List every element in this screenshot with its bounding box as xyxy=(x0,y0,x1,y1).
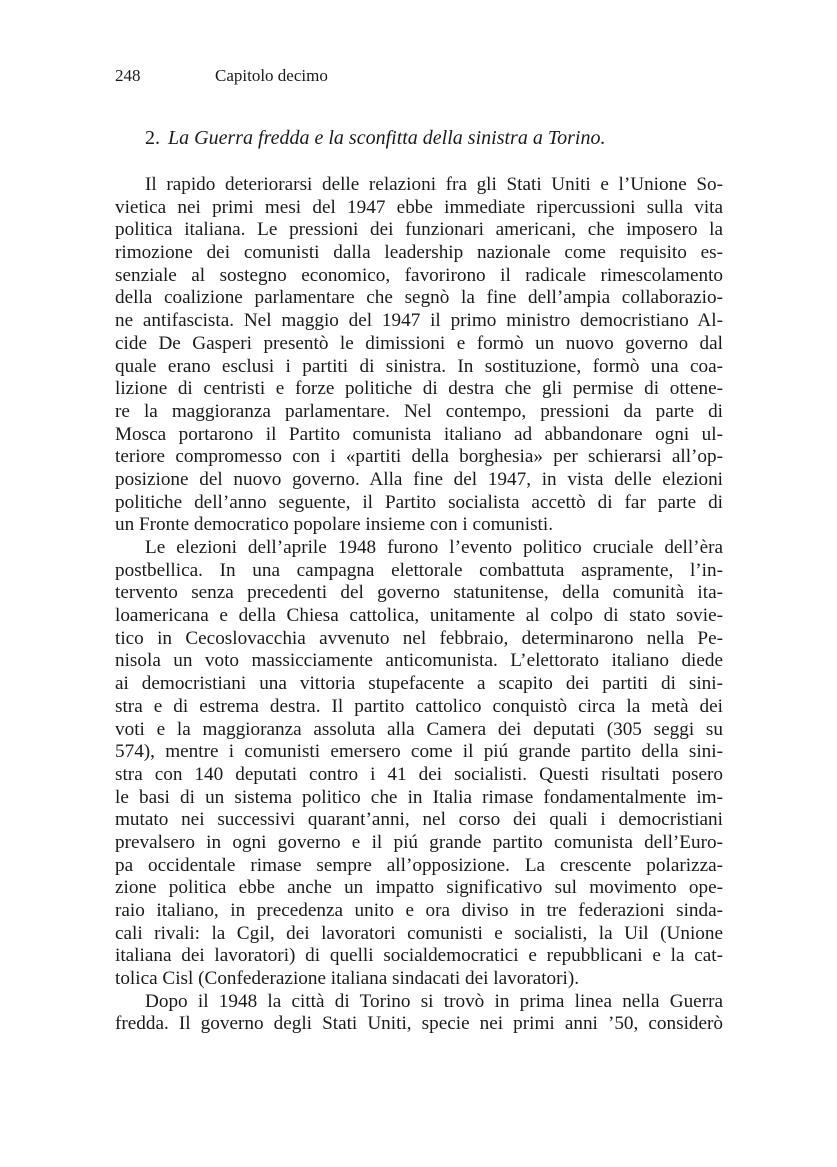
text-line: lizione di centristi e forze politiche di destra che gli permise di ottene- xyxy=(115,378,723,400)
text-line: stra e di estrema destra. Il partito cattolico conquistò circa la metà dei xyxy=(115,695,723,717)
text-line: nisola un voto massicciamente anticomunista. L’elettorato italiano diede xyxy=(115,650,723,672)
text-line: stra con 140 deputati contro i 41 dei socialisti. Questi risultati posero xyxy=(115,763,723,785)
text-line: voti e la maggioranza assoluta alla Camera dei deputati (305 seggi su xyxy=(115,718,723,740)
text-line: teriore compromesso con i «partiti della borghesia» per schierarsi all’op- xyxy=(115,446,723,468)
text-line: un Fronte democratico popolare insieme con i comunisti. xyxy=(115,514,554,536)
paragraph xyxy=(115,991,723,1036)
text-line: pa occidentale rimase sempre all’opposizione. La crescente polarizza- xyxy=(115,854,723,876)
running-head xyxy=(115,64,735,88)
text-line: raio italiano, in precedenza unito e ora diviso in tre federazioni sinda- xyxy=(115,900,723,921)
text-line: 574), mentre i comunisti emersero come il piú grande partito della sini- xyxy=(115,741,723,763)
text-line: posizione del nuovo governo. Alla fine del 1947, in vista delle elezioni xyxy=(115,468,723,490)
text-line: postbellica. In una campagna elettorale combattuta aspramente, l’in- xyxy=(115,559,723,581)
text-line: re la maggioranza parlamentare. Nel contempo, pressioni da parte di xyxy=(115,400,723,422)
text-line: prevalsero in ogni governo e il piú grande partito comunista dell’Euro- xyxy=(115,831,723,853)
text-line: tico in Cecoslovacchia avvenuto nel febbraio, determinarono nella Pe- xyxy=(115,627,723,649)
text-line: Mosca portarono il Partito comunista italiano ad abbandonare ogni ul- xyxy=(115,423,723,445)
text-line: Dopo il 1948 la città di Torino si trovò in prima linea nella Guerra xyxy=(145,990,723,1012)
text-line: cide De Gasperi presentò le dimissioni e formò un nuovo governo dal xyxy=(115,332,723,354)
text-line: ai democristiani una vittoria stupefacente a scapito dei partiti di sini- xyxy=(115,673,723,695)
text-line: rimozione dei comunisti dalla leadership nazionale come requisito es- xyxy=(115,242,723,264)
paragraph xyxy=(115,174,723,537)
text-line: cali rivali: la Cgil, dei lavoratori comunisti e socialisti, la Uil (Unione xyxy=(115,922,723,944)
paragraph xyxy=(115,537,723,991)
text-line: vietica nei primi mesi del 1947 ebbe immediate ripercussioni sulla vita xyxy=(115,196,723,218)
text-line: loamericana e della Chiesa cattolica, unitamente al colpo di stato sovie- xyxy=(115,605,723,627)
text-line: della coalizione parlamentare che segnò la fine dell’ampia collaborazio- xyxy=(115,287,723,309)
text-line: politica italiana. Le pressioni dei funzionari americani, che imposero la xyxy=(115,219,723,241)
body-text xyxy=(115,174,723,1036)
text-line: mutato nei successivi quarant’anni, nel corso dei quali i democristiani xyxy=(115,809,723,831)
text-line: italiana dei lavoratori) di quelli socialdemocratici e repubblicani e la cat- xyxy=(115,945,723,967)
text-line: tolica Cisl (Confederazione italiana sindacati dei lavoratori). xyxy=(115,968,580,990)
text-line: politiche dell’anno seguente, il Partito socialista accettò di far parte di xyxy=(115,491,723,513)
chapter-title: Capitolo decimo xyxy=(215,66,328,85)
text-line: quale erano esclusi i partiti di sinistra. In sostituzione, formò una coa- xyxy=(115,355,723,377)
section-heading xyxy=(145,124,745,152)
section-number: 2. xyxy=(145,127,160,149)
section-title: La Guerra fredda e la sconfitta della sinistra a Torino. xyxy=(168,127,606,149)
text-line: Il rapido deteriorarsi delle relazioni fra gli Stati Uniti e l’Unione So- xyxy=(145,174,723,195)
text-line: zione politica ebbe anche un impatto significativo sul movimento ope- xyxy=(115,877,723,899)
text-line: fredda. Il governo degli Stati Uniti, specie nei primi anni ’50, considerò xyxy=(115,1013,723,1035)
text-line: ne antifascista. Nel maggio del 1947 il primo ministro democristiano Al- xyxy=(115,310,723,332)
page-number: 248 xyxy=(115,66,141,85)
text-line: senziale al sostegno economico, favorirono il radicale rimescolamento xyxy=(115,264,723,286)
text-line: tervento senza precedenti del governo statunitense, della comunità ita- xyxy=(115,582,723,604)
text-line: le basi di un sistema politico che in Italia rimase fondamentalmente im- xyxy=(115,786,723,808)
text-line: Le elezioni dell’aprile 1948 furono l’evento politico cruciale dell’èra xyxy=(145,537,723,558)
